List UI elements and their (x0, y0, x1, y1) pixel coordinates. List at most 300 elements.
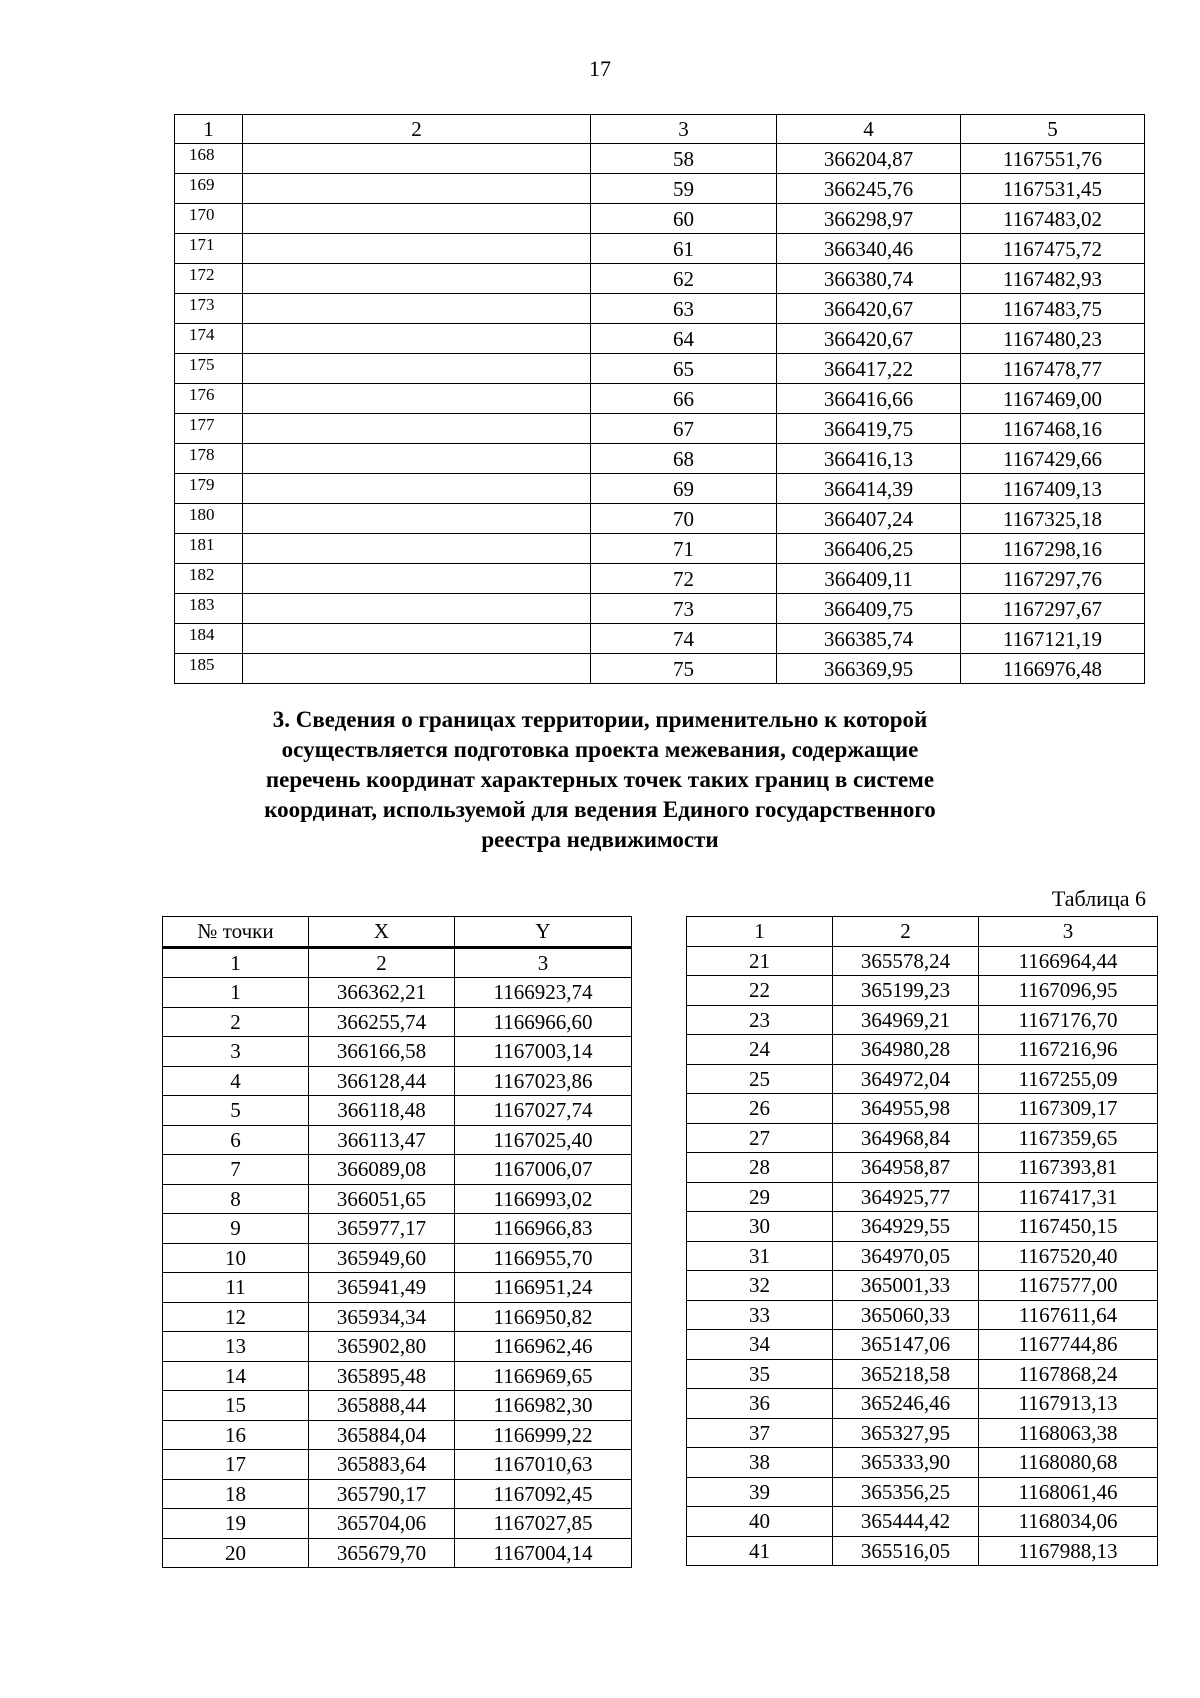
table-cell: 29 (687, 1182, 833, 1212)
table-row (687, 1448, 1158, 1478)
table-cell: 365977,17 (309, 1214, 455, 1244)
table-cell: 1167010,63 (455, 1450, 632, 1480)
table-cell: 28 (687, 1153, 833, 1183)
table-cell: 67 (591, 414, 777, 444)
table-cell: 365941,49 (309, 1273, 455, 1303)
table-row (175, 624, 1145, 654)
table-cell: 1167309,17 (979, 1094, 1158, 1124)
table-cell: 17 (163, 1450, 309, 1480)
table-cell: 1167482,93 (961, 264, 1145, 294)
table-cell: 75 (591, 654, 777, 684)
table-cell (243, 444, 591, 474)
table-cell: 1167409,13 (961, 474, 1145, 504)
table-cell: 9 (163, 1214, 309, 1244)
table-cell: 1167475,72 (961, 234, 1145, 264)
table-cell: 366204,87 (777, 144, 961, 174)
table-cell: 1167023,86 (455, 1066, 632, 1096)
table-cell: 2 (309, 947, 455, 978)
table-cell: 37 (687, 1418, 833, 1448)
heading-line: координат, используемой для ведения Единого государственного (264, 797, 936, 822)
table-cell (243, 534, 591, 564)
table-cell: 32 (687, 1271, 833, 1301)
table-row (163, 1479, 632, 1509)
table-row (687, 1094, 1158, 1124)
table-row (175, 594, 1145, 624)
table-cell: 2 (163, 1007, 309, 1037)
table-row (163, 1450, 632, 1480)
table-cell: 365895,48 (309, 1361, 455, 1391)
table-row (163, 978, 632, 1008)
table-row (163, 1273, 632, 1303)
table-row (163, 1007, 632, 1037)
table-cell: 73 (591, 594, 777, 624)
table-cell: 1 (163, 978, 309, 1008)
table-row (687, 946, 1158, 976)
table-cell: 365902,80 (309, 1332, 455, 1362)
table-cell: 177 (175, 414, 243, 444)
table-cell: 38 (687, 1448, 833, 1478)
table-cell: 1167520,40 (979, 1241, 1158, 1271)
table-cell: 58 (591, 144, 777, 174)
table-cell: 366118,48 (309, 1096, 455, 1126)
table-cell (243, 294, 591, 324)
table-header-row (163, 917, 632, 948)
table-cell: 70 (591, 504, 777, 534)
table-cell: 1166955,70 (455, 1243, 632, 1273)
table-cell: 1167480,23 (961, 324, 1145, 354)
table-row (687, 1123, 1158, 1153)
heading-line: реестра недвижимости (481, 827, 719, 852)
table-row (163, 1302, 632, 1332)
table-cell: 366113,47 (309, 1125, 455, 1155)
table-cell: № точки (163, 917, 309, 948)
table-cell: 59 (591, 174, 777, 204)
table-cell: 35 (687, 1359, 833, 1389)
table-cell: 172 (175, 264, 243, 294)
table-cell (243, 354, 591, 384)
table-row (687, 1005, 1158, 1035)
table-cell: 1167325,18 (961, 504, 1145, 534)
table-row (687, 1477, 1158, 1507)
table-row (163, 1037, 632, 1067)
table-row (163, 1184, 632, 1214)
table-cell (243, 624, 591, 654)
table-cell: 364958,87 (833, 1153, 979, 1183)
table-cell: 1167025,40 (455, 1125, 632, 1155)
table-row (175, 534, 1145, 564)
table-cell: 1168063,38 (979, 1418, 1158, 1448)
table-cell: 11 (163, 1273, 309, 1303)
table-cell: 365704,06 (309, 1509, 455, 1539)
table-row (175, 384, 1145, 414)
table-cell: 1166969,65 (455, 1361, 632, 1391)
table-cell: 180 (175, 504, 243, 534)
table-cell: Y (455, 917, 632, 948)
table-cell: 71 (591, 534, 777, 564)
table-cell: 366128,44 (309, 1066, 455, 1096)
table-cell: 5 (163, 1096, 309, 1126)
heading-line: осуществляется подготовка проекта межевания, содержащие (281, 737, 919, 762)
table-cell: 22 (687, 976, 833, 1006)
table-cell: 1166962,46 (455, 1332, 632, 1362)
table-cell: 366416,66 (777, 384, 961, 414)
table-cell: 1167006,07 (455, 1155, 632, 1185)
table-cell: 366409,11 (777, 564, 961, 594)
table-cell: X (309, 917, 455, 948)
table-row (163, 1391, 632, 1421)
table-cell: 69 (591, 474, 777, 504)
table-cell: 19 (163, 1509, 309, 1539)
table-cell: 364969,21 (833, 1005, 979, 1035)
table-cell: 26 (687, 1094, 833, 1124)
table-cell: 25 (687, 1064, 833, 1094)
table-cell: 365934,34 (309, 1302, 455, 1332)
table-row (175, 504, 1145, 534)
table-cell: 3 (979, 917, 1158, 947)
table-row (687, 1182, 1158, 1212)
table-cell: 1167744,86 (979, 1330, 1158, 1360)
table-cell (243, 204, 591, 234)
table-row (163, 1066, 632, 1096)
table-cell: 365060,33 (833, 1300, 979, 1330)
table-row (163, 1420, 632, 1450)
table-cell: 1166950,82 (455, 1302, 632, 1332)
table-cell: 1167027,85 (455, 1509, 632, 1539)
table-cell: 39 (687, 1477, 833, 1507)
table-cell: 366089,08 (309, 1155, 455, 1185)
table-cell (243, 654, 591, 684)
table-row (163, 1214, 632, 1244)
table-cell: 61 (591, 234, 777, 264)
table-row (687, 1241, 1158, 1271)
table-cell: 364972,04 (833, 1064, 979, 1094)
table-cell: 1166993,02 (455, 1184, 632, 1214)
table-cell: 3 (455, 947, 632, 978)
table-cell: 365888,44 (309, 1391, 455, 1421)
table-cell: 365949,60 (309, 1243, 455, 1273)
page-number: 17 (589, 56, 611, 81)
table-row (687, 1330, 1158, 1360)
table-cell (243, 384, 591, 414)
table-cell: 365147,06 (833, 1330, 979, 1360)
table-cell: 365001,33 (833, 1271, 979, 1301)
table-cell: 179 (175, 474, 243, 504)
table-cell: 3 (591, 115, 777, 144)
table-row (163, 1361, 632, 1391)
table-cell: 1167429,66 (961, 444, 1145, 474)
table-cell: 13 (163, 1332, 309, 1362)
table-cell: 1167531,45 (961, 174, 1145, 204)
table-row (175, 144, 1145, 174)
table-row (687, 976, 1158, 1006)
table-cell: 366414,39 (777, 474, 961, 504)
table-cell: 1167577,00 (979, 1271, 1158, 1301)
table-row (163, 1332, 632, 1362)
table-cell: 2 (243, 115, 591, 144)
table-cell: 168 (175, 144, 243, 174)
table-cell: 366417,22 (777, 354, 961, 384)
table-cell: 1166964,44 (979, 946, 1158, 976)
table-cell: 1167913,13 (979, 1389, 1158, 1419)
table-numbering-row (163, 947, 632, 978)
table-cell: 1166966,60 (455, 1007, 632, 1037)
table-cell: 1167450,15 (979, 1212, 1158, 1242)
table-cell: 366369,95 (777, 654, 961, 684)
table-row (175, 474, 1145, 504)
table-cell: 12 (163, 1302, 309, 1332)
table-cell (243, 234, 591, 264)
table-cell: 4 (163, 1066, 309, 1096)
table-cell: 366255,74 (309, 1007, 455, 1037)
table-row (163, 1509, 632, 1539)
table-row (687, 1389, 1158, 1419)
table-cell: 3 (163, 1037, 309, 1067)
table-cell (243, 264, 591, 294)
table-cell: 171 (175, 234, 243, 264)
table-cell: 7 (163, 1155, 309, 1185)
table-cell: 365578,24 (833, 946, 979, 976)
table-caption: Таблица 6 (1051, 886, 1146, 911)
table-cell: 176 (175, 384, 243, 414)
table-row (175, 324, 1145, 354)
boundary-points-table-left (162, 916, 632, 1568)
table-cell: 364970,05 (833, 1241, 979, 1271)
table-cell: 1167298,16 (961, 534, 1145, 564)
table-row (687, 1271, 1158, 1301)
table-row (175, 174, 1145, 204)
table-cell: 40 (687, 1507, 833, 1537)
table-cell: 1168080,68 (979, 1448, 1158, 1478)
table-cell: 10 (163, 1243, 309, 1273)
table-row (687, 1035, 1158, 1065)
table-row (175, 414, 1145, 444)
table-cell: 184 (175, 624, 243, 654)
table-cell: 365199,23 (833, 976, 979, 1006)
table-cell: 366245,76 (777, 174, 961, 204)
table-cell: 365327,95 (833, 1418, 979, 1448)
table-cell: 366419,75 (777, 414, 961, 444)
section-heading (150, 705, 1050, 855)
table-cell: 21 (687, 946, 833, 976)
table-cell: 14 (163, 1361, 309, 1391)
table-cell: 365356,25 (833, 1477, 979, 1507)
table-cell: 24 (687, 1035, 833, 1065)
table-cell: 1167868,24 (979, 1359, 1158, 1389)
coordinates-table-top (174, 114, 1145, 684)
table-cell: 1167121,19 (961, 624, 1145, 654)
table-row (175, 264, 1145, 294)
boundary-points-table-right (686, 916, 1158, 1566)
table-cell: 1167468,16 (961, 414, 1145, 444)
table-cell: 34 (687, 1330, 833, 1360)
table-cell: 1167216,96 (979, 1035, 1158, 1065)
table-cell: 365333,90 (833, 1448, 979, 1478)
table-cell: 1166999,22 (455, 1420, 632, 1450)
table-cell: 1167551,76 (961, 144, 1145, 174)
table-cell: 1166982,30 (455, 1391, 632, 1421)
table-cell: 62 (591, 264, 777, 294)
table-row (163, 1538, 632, 1568)
table-row (175, 654, 1145, 684)
table-row (687, 1064, 1158, 1094)
table-row (163, 1243, 632, 1273)
table-cell: 18 (163, 1479, 309, 1509)
table-cell: 365679,70 (309, 1538, 455, 1568)
table-cell: 5 (961, 115, 1145, 144)
table-cell: 1167092,45 (455, 1479, 632, 1509)
table-cell: 365884,04 (309, 1420, 455, 1450)
table-cell (243, 144, 591, 174)
table-cell: 364925,77 (833, 1182, 979, 1212)
table-cell: 74 (591, 624, 777, 654)
table-cell: 365516,05 (833, 1536, 979, 1566)
table-cell: 1168061,46 (979, 1477, 1158, 1507)
table-cell: 364955,98 (833, 1094, 979, 1124)
table-cell: 185 (175, 654, 243, 684)
table-cell: 366406,25 (777, 534, 961, 564)
table-cell: 15 (163, 1391, 309, 1421)
table-cell: 1166966,83 (455, 1214, 632, 1244)
table-cell: 1167483,75 (961, 294, 1145, 324)
table-cell: 183 (175, 594, 243, 624)
table-cell: 1167003,14 (455, 1037, 632, 1067)
table-cell: 1166951,24 (455, 1273, 632, 1303)
table-cell: 364980,28 (833, 1035, 979, 1065)
table-cell: 36 (687, 1389, 833, 1419)
table-row (175, 444, 1145, 474)
table-cell: 366340,46 (777, 234, 961, 264)
table-cell: 1167004,14 (455, 1538, 632, 1568)
table-cell: 1167483,02 (961, 204, 1145, 234)
table-cell: 64 (591, 324, 777, 354)
table-cell (243, 594, 591, 624)
table-cell: 1168034,06 (979, 1507, 1158, 1537)
table-cell: 66 (591, 384, 777, 414)
table-cell: 1 (175, 115, 243, 144)
table-cell: 27 (687, 1123, 833, 1153)
table-cell (243, 504, 591, 534)
table-row (687, 1507, 1158, 1537)
table-cell (243, 174, 591, 204)
table-cell: 366407,24 (777, 504, 961, 534)
table-cell: 41 (687, 1536, 833, 1566)
table-cell: 1167478,77 (961, 354, 1145, 384)
table-cell: 1 (687, 917, 833, 947)
table-cell: 1167096,95 (979, 976, 1158, 1006)
table-cell: 1167255,09 (979, 1064, 1158, 1094)
table-cell: 365218,58 (833, 1359, 979, 1389)
table-cell: 31 (687, 1241, 833, 1271)
table-cell (243, 474, 591, 504)
table-cell: 4 (777, 115, 961, 144)
table-cell: 1166923,74 (455, 978, 632, 1008)
table-cell: 1167176,70 (979, 1005, 1158, 1035)
table-cell (243, 414, 591, 444)
table-cell: 1167611,64 (979, 1300, 1158, 1330)
table-cell: 1167297,76 (961, 564, 1145, 594)
table-cell: 366416,13 (777, 444, 961, 474)
table-row (163, 1125, 632, 1155)
table-cell: 178 (175, 444, 243, 474)
table-row (687, 1153, 1158, 1183)
table-cell: 1167417,31 (979, 1182, 1158, 1212)
table-cell: 365883,64 (309, 1450, 455, 1480)
table-cell: 365444,42 (833, 1507, 979, 1537)
table-row (687, 1212, 1158, 1242)
table-cell: 170 (175, 204, 243, 234)
table-cell: 30 (687, 1212, 833, 1242)
table-cell: 366380,74 (777, 264, 961, 294)
table-cell: 1166976,48 (961, 654, 1145, 684)
table-cell: 16 (163, 1420, 309, 1450)
table-cell: 68 (591, 444, 777, 474)
table-cell: 1167359,65 (979, 1123, 1158, 1153)
table-cell: 20 (163, 1538, 309, 1568)
table-cell: 364968,84 (833, 1123, 979, 1153)
table-row (687, 1536, 1158, 1566)
table-cell: 2 (833, 917, 979, 947)
table-header-row (175, 115, 1145, 144)
table-row (175, 564, 1145, 594)
table-cell: 1 (163, 947, 309, 978)
table-row (175, 234, 1145, 264)
table-cell: 1167393,81 (979, 1153, 1158, 1183)
table-cell: 366166,58 (309, 1037, 455, 1067)
table-cell: 60 (591, 204, 777, 234)
table-cell: 33 (687, 1300, 833, 1330)
table-row (687, 1300, 1158, 1330)
table-cell: 1167988,13 (979, 1536, 1158, 1566)
table-cell: 175 (175, 354, 243, 384)
table-cell: 72 (591, 564, 777, 594)
table-cell: 366298,97 (777, 204, 961, 234)
table-row (175, 204, 1145, 234)
table-cell: 366420,67 (777, 294, 961, 324)
table-cell: 23 (687, 1005, 833, 1035)
table-header-row (687, 917, 1158, 947)
table-cell: 365246,46 (833, 1389, 979, 1419)
table-row (175, 294, 1145, 324)
table-row (687, 1418, 1158, 1448)
table-cell: 63 (591, 294, 777, 324)
table-cell: 1167027,74 (455, 1096, 632, 1126)
table-cell (243, 564, 591, 594)
table-cell: 366385,74 (777, 624, 961, 654)
table-row (163, 1096, 632, 1126)
table-cell: 181 (175, 534, 243, 564)
table-cell: 173 (175, 294, 243, 324)
table-cell: 366362,21 (309, 978, 455, 1008)
table-cell: 366051,65 (309, 1184, 455, 1214)
table-cell: 6 (163, 1125, 309, 1155)
table-cell: 8 (163, 1184, 309, 1214)
table-cell: 169 (175, 174, 243, 204)
table-cell: 364929,55 (833, 1212, 979, 1242)
table-cell: 366409,75 (777, 594, 961, 624)
heading-line: 3. Сведения о границах территории, применительно к которой (272, 707, 928, 732)
heading-line: перечень координат характерных точек таких границ в системе (265, 767, 935, 792)
table-cell: 174 (175, 324, 243, 354)
table-row (163, 1155, 632, 1185)
table-cell: 1167297,67 (961, 594, 1145, 624)
table-row (687, 1359, 1158, 1389)
table-cell: 1167469,00 (961, 384, 1145, 414)
table-cell: 182 (175, 564, 243, 594)
table-cell: 65 (591, 354, 777, 384)
table-cell: 365790,17 (309, 1479, 455, 1509)
table-row (175, 354, 1145, 384)
table-cell: 366420,67 (777, 324, 961, 354)
